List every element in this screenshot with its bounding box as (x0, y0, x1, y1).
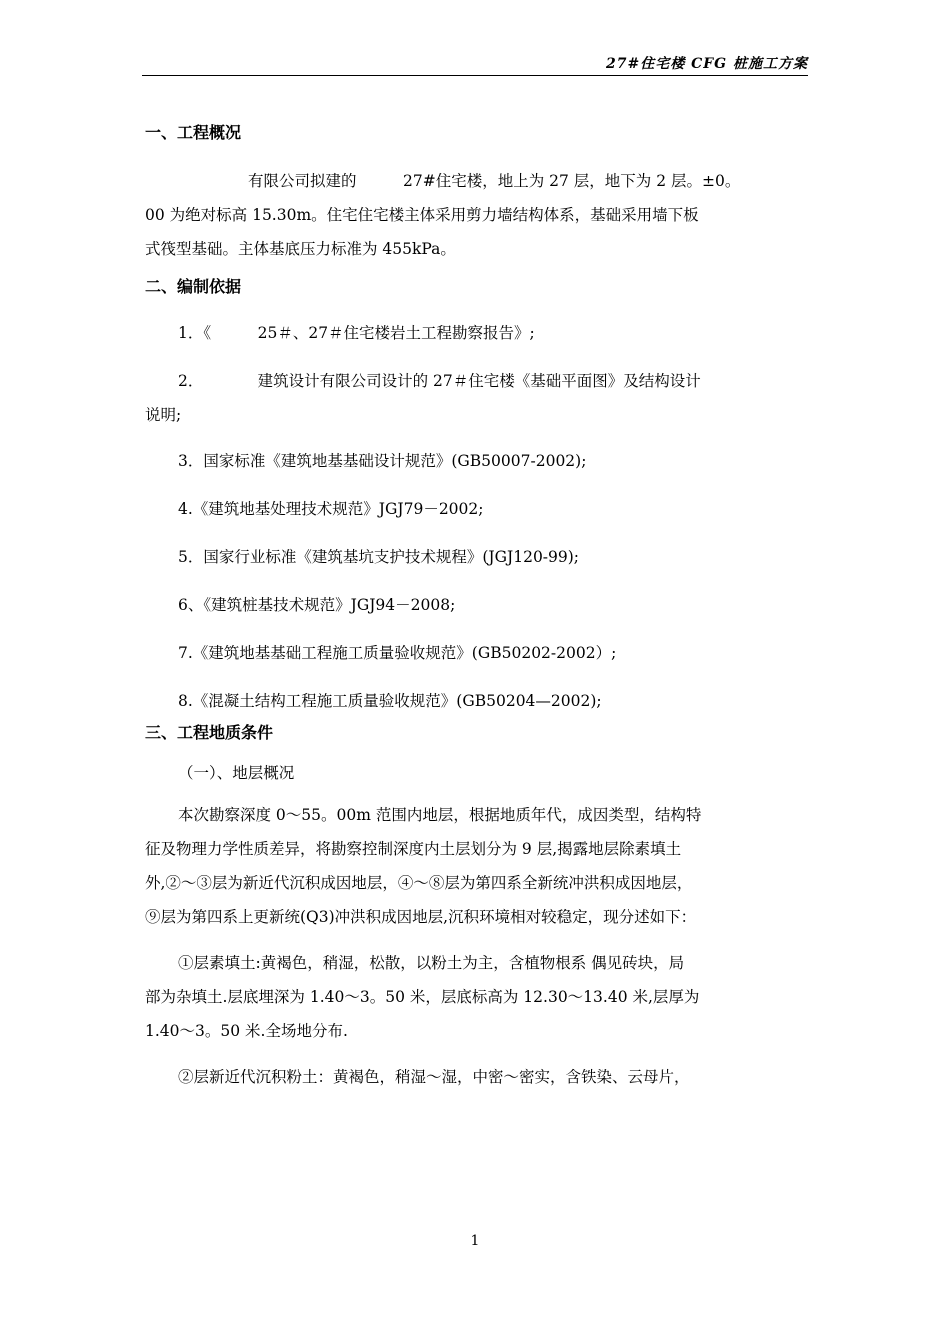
reference-item: 1．《 25＃、27＃住宅楼岩土工程勘察报告》; (178, 324, 535, 342)
document-body (145, 118, 808, 1094)
running-header: 27#住宅楼 CFG 桩施工方案 (606, 56, 808, 72)
paragraph-line: 有限公司拟建的 27#住宅楼，地上为 27 层，地下为 2 层。±0。 (248, 172, 741, 190)
header-rule (142, 75, 808, 76)
paragraph-line: 部为杂填土.层底埋深为 1.40～3。50 米，层底标高为 12.30～13.40 米,层厚为 (145, 988, 700, 1006)
section-heading-3: 三、工程地质条件 (145, 723, 274, 742)
paragraph-line: ⑨层为第四系上更新统(Q3)冲洪积成因地层,沉积环境相对较稳定，现分述如下： (145, 908, 697, 926)
section-heading-2: 二、编制依据 (145, 277, 242, 296)
reference-item: 4.《建筑地基处理技术规范》JGJ79－2002; (178, 500, 484, 518)
reference-item: 5．国家行业标准《建筑基坑支护技术规程》(JGJ120-99); (178, 548, 580, 566)
paragraph-line: ①层素填土:黄褐色，稍湿，松散，以粉土为主，含植物根系 偶见砖块，局 (178, 954, 685, 972)
paragraph-line: 式筏型基础。主体基底压力标准为 455kPa。 (145, 240, 456, 258)
reference-item: 说明; (145, 406, 182, 424)
paragraph-line: 征及物理力学性质差异，将勘察控制深度内土层划分为 9 层,揭露地层除素填土 (145, 840, 682, 858)
reference-item: 7.《建筑地基基础工程施工质量验收规范》(GB50202-2002）; (178, 644, 617, 662)
reference-item: 3．国家标准《建筑地基基础设计规范》(GB50007-2002); (178, 452, 587, 470)
subsection-heading: （一）、地层概况 (178, 764, 295, 782)
reference-item: 8.《混凝土结构工程施工质量验收规范》(GB50204—2002); (178, 692, 602, 710)
reference-item: 2． 建筑设计有限公司设计的 27＃住宅楼《基础平面图》及结构设计 (178, 372, 701, 390)
paragraph-line: 00 为绝对标高 15.30m。住宅住宅楼主体采用剪力墙结构体系，基础采用墙下板 (145, 206, 699, 224)
paragraph-line: 外,②～③层为新近代沉积成因地层，④～⑧层为第四系全新统冲洪积成因地层， (145, 874, 693, 892)
page-number: 1 (470, 1233, 480, 1249)
paragraph-line: 本次勘察深度 0～55。00m 范围内地层，根据地质年代，成因类型，结构特 (178, 806, 702, 824)
reference-item: 6、《建筑桩基技术规范》JGJ94－2008; (178, 596, 456, 614)
paragraph-line: ②层新近代沉积粉土：黄褐色，稍湿～湿，中密～密实，含铁染、云母片， (178, 1068, 690, 1086)
section-heading-1: 一、工程概况 (145, 123, 242, 142)
paragraph-line: 1.40～3。50 米.全场地分布. (145, 1022, 348, 1040)
